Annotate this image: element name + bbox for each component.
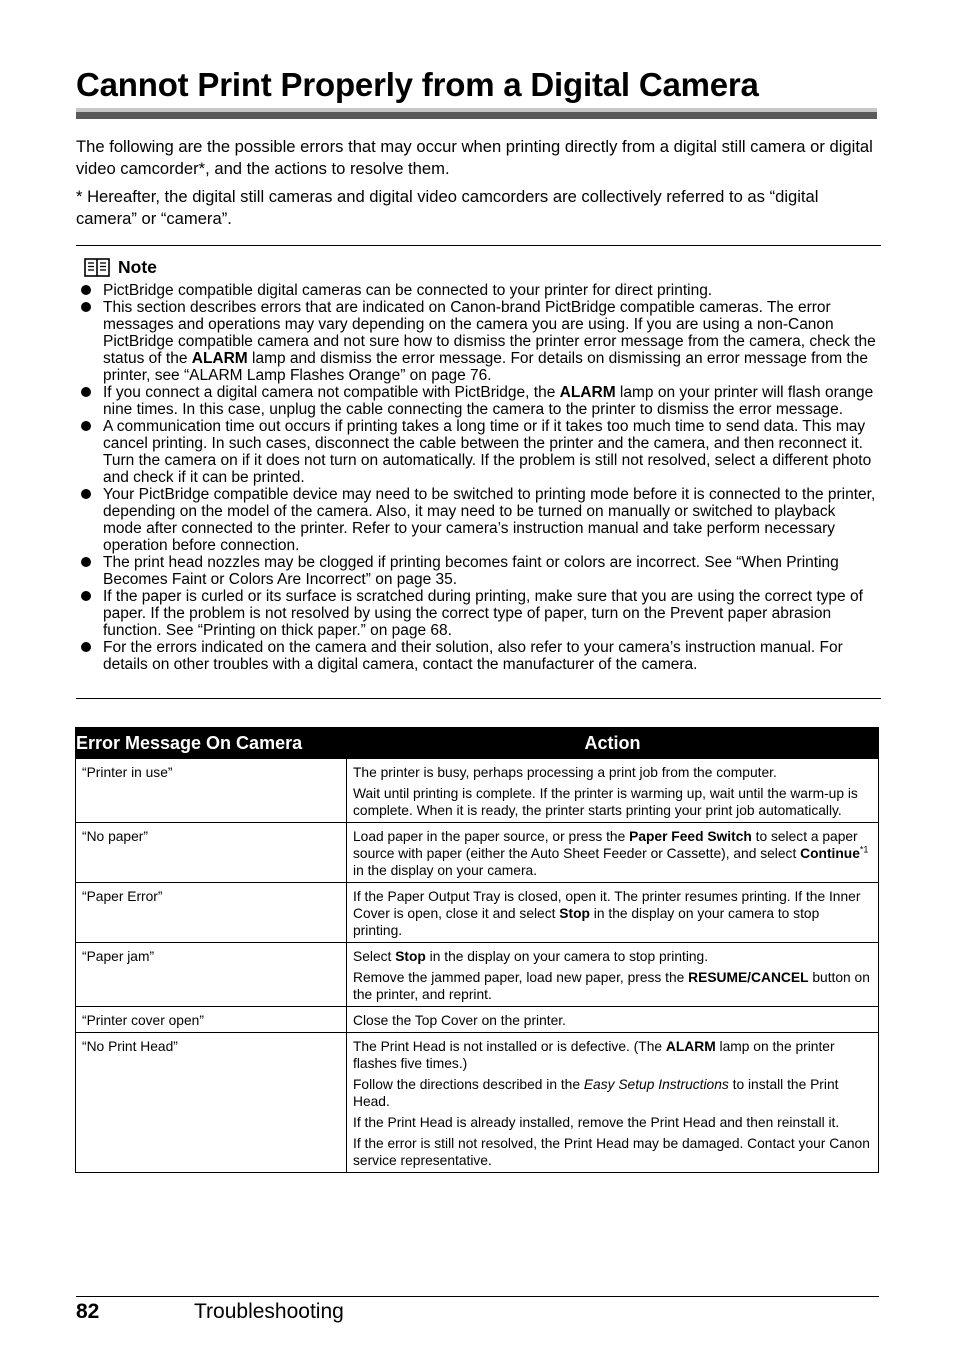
text-run: Select <box>353 949 396 964</box>
note-item <box>76 486 876 554</box>
action-cell <box>347 883 879 943</box>
text-run: Wait until printing is complete. If the printer is warming up, wait until the warm-up is complete. When it is ready, the printer starts printing your print job automatically. <box>353 786 858 818</box>
error-message-cell: “Paper Error” <box>76 883 347 943</box>
table-header-row <box>76 728 879 759</box>
text-run: PictBridge compatible digital cameras can be connected to your printer for direct printing. <box>103 282 713 299</box>
bullet-icon <box>81 302 91 312</box>
table-row <box>76 943 879 1007</box>
text-run: in the display on your camera to stop printing. <box>353 906 820 938</box>
text-run: The Print Head is not installed or is defective. (The <box>353 1039 666 1054</box>
bullet-icon <box>81 285 91 295</box>
error-message-cell: “No paper” <box>76 823 347 883</box>
text-run: For the errors indicated on the camera and their solution, also refer to your camera’s instruction manual. For details on other troubles with a digital camera, contact the manufacturer of the camera. <box>103 639 843 673</box>
error-message-cell: “Printer cover open” <box>76 1007 347 1033</box>
text-run: If the error is still not resolved, the Print Head may be damaged. Contact your Canon service representative. <box>353 1136 870 1168</box>
bold-term: RESUME/CANCEL <box>688 970 809 985</box>
error-table <box>75 727 879 1173</box>
note-label: Note <box>118 256 157 277</box>
italic-term: Easy Setup Instructions <box>583 1077 729 1092</box>
bullet-icon <box>81 591 91 601</box>
intro-paragraph: The following are the possible errors that may occur when printing directly from a digital still camera or digital video camcorder*, and the actions to resolve them. <box>76 137 873 178</box>
bold-term: ALARM <box>191 350 248 367</box>
text-run: to install the Print Head. <box>353 1077 839 1109</box>
footnote-ref: *1 <box>859 844 869 855</box>
note-item <box>76 639 876 673</box>
text-run: The printer is busy, perhaps processing a print job from the computer. <box>353 765 777 780</box>
bullet-icon <box>81 387 91 397</box>
action-paragraph <box>353 1114 872 1131</box>
text-run: lamp and dismiss the error message. For details on dismissing an error message from the printer, see “ALARM Lamp Flashes Orange” on page 76. <box>103 350 868 384</box>
note-list <box>76 282 876 673</box>
action-paragraph <box>353 828 872 879</box>
text-run: If the Paper Output Tray is closed, open it. The printer resumes printing. If the Inner Cover is open, close it and select <box>353 889 861 921</box>
note-item <box>76 418 876 486</box>
bold-term: Stop <box>395 949 426 964</box>
note-item <box>76 588 876 639</box>
table-row <box>76 759 879 823</box>
text-run: Close the Top Cover on the printer. <box>353 1013 566 1028</box>
text-run: If you connect a digital camera not compatible with PictBridge, the <box>103 384 560 401</box>
text-run: Remove the jammed paper, load new paper, press the <box>353 970 689 985</box>
text-run: If the paper is curled or its surface is scratched during printing, make sure that you are using the correct type of paper. If the problem is not resolved by using the correct type of paper, turn on the Prevent paper abrasion function. See “Printing on thick paper.” on page 68. <box>103 588 863 639</box>
bullet-icon <box>81 421 91 431</box>
table-row <box>76 1007 879 1033</box>
table-row <box>76 1033 879 1173</box>
section-name: Troubleshooting <box>194 1300 344 1323</box>
text-run: The print head nozzles may be clogged if printing becomes faint or colors are incorrect. See “When Printing Becomes Faint or Colors Are Incorrect” on page 35. <box>103 554 839 588</box>
column-header-action: Action <box>347 728 879 759</box>
table-row <box>76 883 879 943</box>
note-item <box>76 299 876 384</box>
action-cell <box>347 759 879 823</box>
text-run: in the display on your camera. <box>353 863 538 878</box>
action-paragraph <box>353 764 872 781</box>
note-icon <box>84 258 110 277</box>
action-cell <box>347 1033 879 1173</box>
action-paragraph <box>353 1012 872 1029</box>
title-rule <box>76 108 877 119</box>
note-item <box>76 554 876 588</box>
action-paragraph <box>353 1076 872 1110</box>
text-run: lamp on the printer flashes five times.) <box>353 1039 835 1071</box>
action-paragraph <box>353 1135 872 1169</box>
column-header-error-message: Error Message On Camera <box>76 728 347 759</box>
note-box <box>76 245 881 699</box>
text-run: in the display on your camera to stop printing. <box>425 949 709 964</box>
action-paragraph <box>353 888 872 939</box>
text-run: A communication time out occurs if printing takes a long time or if it takes too much time to send data. This may cancel printing. In such cases, disconnect the cable between the printer and the camera, and then reconnect it. Turn the camera on if it does not turn on automatically. If the problem is still not resolved, select a different photo and check if it can be printed. <box>103 418 872 486</box>
text-run: This section describes errors that are indicated on Canon-brand PictBridge compatible cameras. The error messages and operations may vary depending on the camera you are using. If you are using a non-Canon PictBridge compatible camera and not sure how to dismiss the printer error message from the camera, check the status of the <box>103 299 876 367</box>
intro-footnote: * Hereafter, the digital still cameras and digital video camcorders are collectively referred to as “digital camera” or “camera”. <box>76 187 819 228</box>
bullet-icon <box>81 489 91 499</box>
action-cell <box>347 943 879 1007</box>
action-paragraph <box>353 948 872 965</box>
action-cell <box>347 823 879 883</box>
note-item <box>76 384 876 418</box>
bold-term: ALARM <box>665 1039 716 1054</box>
text-run: Your PictBridge compatible device may need to be switched to printing mode before it is connected to the printer, depending on the model of the camera. Also, it may need to be turned on manually or switched to playback mode after connected to the printer. Refer to your camera’s instruction manual and take perform necessary operation before connection. <box>103 486 876 554</box>
footer-rule <box>76 1296 879 1297</box>
note-item <box>76 282 876 299</box>
error-message-cell: “Printer in use” <box>76 759 347 823</box>
error-message-cell: “No Print Head” <box>76 1033 347 1173</box>
text-run: to select a paper source with paper (either the Auto Sheet Feeder or Cassette), and select <box>353 829 858 861</box>
error-table-body <box>76 759 879 1173</box>
text-run: lamp on your printer will flash orange nine times. In this case, unplug the cable connecting the camera to the printer to dismiss the error message. <box>103 384 874 418</box>
action-paragraph <box>353 785 872 819</box>
note-header <box>84 257 157 277</box>
bold-term: Continue <box>800 846 860 861</box>
bullet-icon <box>81 642 91 652</box>
page-number: 82 <box>76 1300 100 1323</box>
text-run: Load paper in the paper source, or press the <box>353 829 630 844</box>
action-paragraph <box>353 969 872 1003</box>
bold-term: ALARM <box>559 384 616 401</box>
text-run: Follow the directions described in the <box>353 1077 584 1092</box>
action-paragraph <box>353 1038 872 1072</box>
action-cell <box>347 1007 879 1033</box>
text-run: If the Print Head is already installed, remove the Print Head and then reinstall it. <box>353 1115 840 1130</box>
bold-term: Paper Feed Switch <box>629 829 752 844</box>
error-message-cell: “Paper jam” <box>76 943 347 1007</box>
bold-term: Stop <box>559 906 590 921</box>
page-title: Cannot Print Properly from a Digital Camera <box>76 66 759 103</box>
text-run: button on the printer, and reprint. <box>353 970 870 1002</box>
table-row <box>76 823 879 883</box>
bullet-icon <box>81 557 91 567</box>
